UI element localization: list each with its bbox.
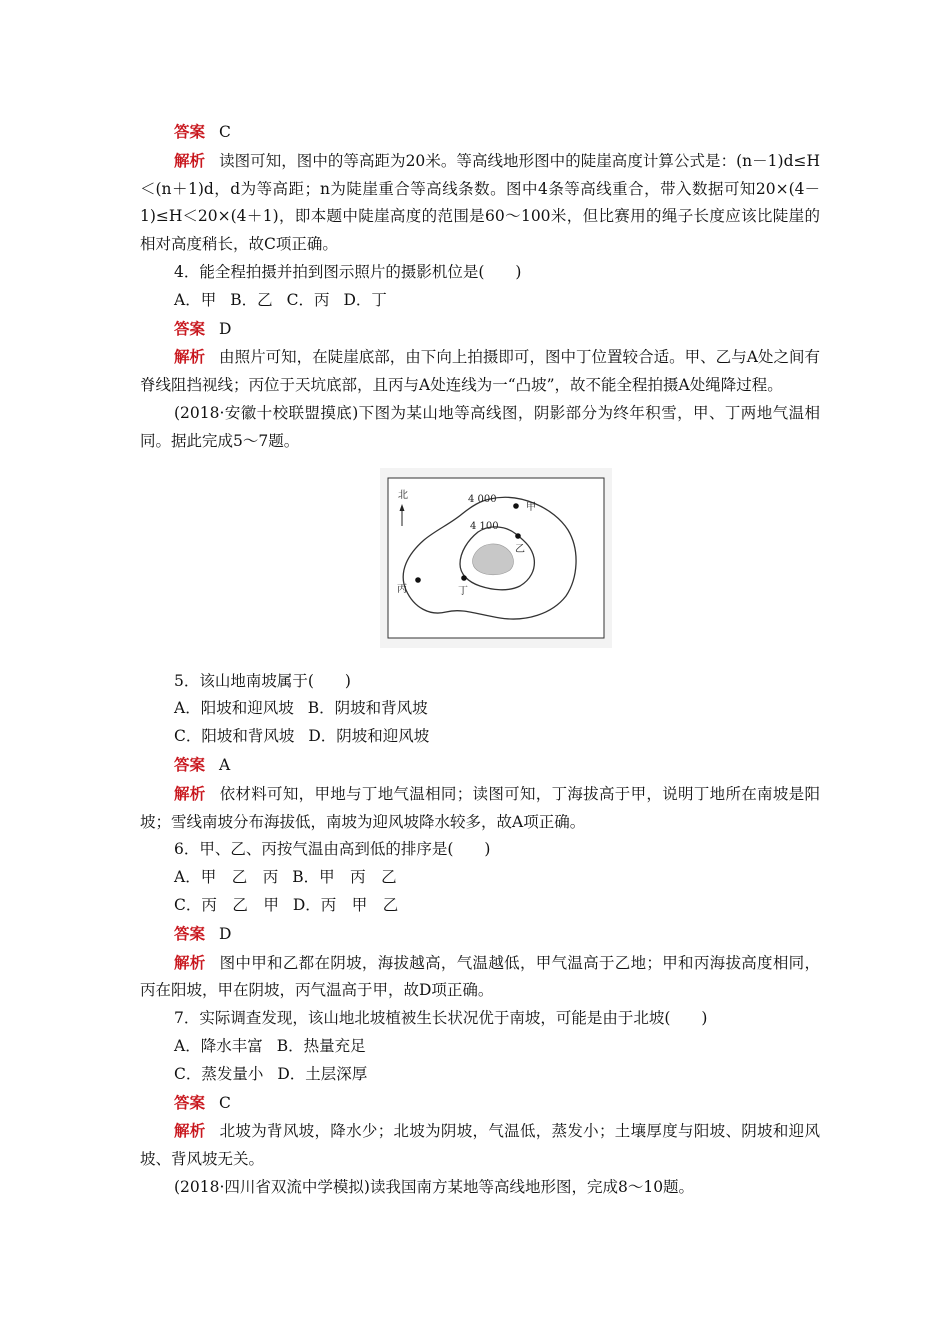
q3-answer (140, 118, 820, 147)
point-jia-dot (513, 503, 519, 509)
analysis-text: 北坡为背风坡，降水少；北坡为阴坡，气温低，蒸发小；土壤厚度与阳坡、阴坡和迎风坡、背风坡无关。 (140, 1122, 820, 1169)
option-a: A．甲 乙 丙 (174, 868, 279, 887)
point-bing-dot (415, 577, 421, 583)
answer-label: 答案 (174, 923, 206, 943)
q7-options-row2 (140, 1061, 820, 1089)
point-yi-label: 乙 (515, 543, 525, 555)
analysis-text: 读图可知，图中的等高距为20米。等高线地形图中的陡崖高度计算公式是：(n－1)d≤H＜(n＋1)d，d为等高距；n为陡崖重合等高线条数。图中4条等高线重合，带入数据可知20×(4－1)≤H＜20×(4＋1)，即本题中陡崖高度的范围是60～100米，但比赛用的绳子长度应该比陡崖的相对高度稍长，故C项正确。 (140, 151, 820, 254)
option-d: D．丙 甲 乙 (292, 895, 399, 914)
q4-analysis (140, 343, 820, 400)
intro-5-7: (2018·安徽十校联盟摸底)下图为某山地等高线图，阴影部分为终年积雪，甲、丁两地气温相同。据此完成5～7题。 (140, 403, 820, 450)
option-c: C．蒸发量小 (174, 1064, 264, 1083)
q4-stem: 4．能全程拍摄并拍到图示照片的摄影机位是( ) (174, 262, 522, 281)
option-a: A．降水丰富 (174, 1036, 263, 1055)
option-b: B．乙 (230, 290, 273, 309)
point-jia-label: 甲 (526, 501, 536, 513)
answer-value: A (219, 755, 231, 774)
analysis-text: 由照片可知，在陡崖底部，由下向上拍摄即可，图中丁位置较合适。甲、乙与A处之间有脊线阻挡视线；丙位于天坑底部，且丙与A处连线为一“凸坡”，故不能全程拍摄A处绳降过程。 (140, 348, 820, 395)
option-b: B．阴坡和背风坡 (307, 699, 428, 718)
point-yi-dot (515, 533, 521, 539)
q7-analysis (140, 1117, 820, 1174)
q7-options-row1 (140, 1033, 820, 1061)
q7-answer (140, 1089, 820, 1118)
intro-8-10: (2018·四川省双流中学模拟)读我国南方某地等高线地形图，完成8～10题。 (174, 1177, 695, 1196)
option-a: A．阳坡和迎风坡 (174, 699, 294, 718)
option-c: C．丙 乙 甲 (174, 895, 279, 914)
option-a: A．甲 (174, 290, 217, 309)
option-b: B．热量充足 (276, 1036, 366, 1055)
analysis-label: 解析 (174, 952, 206, 972)
option-c: C．阳坡和背风坡 (174, 727, 295, 746)
q7-stem: 7．实际调查发现，该山地北坡植被生长状况优于南坡，可能是由于北坡( ) (174, 1009, 708, 1028)
contour-4000-label: 4 000 (468, 493, 497, 505)
analysis-label: 解析 (174, 347, 206, 367)
answer-value: C (219, 123, 231, 141)
option-d: D．阴坡和迎风坡 (308, 727, 430, 746)
answer-value: C (219, 1093, 231, 1112)
document-page (140, 118, 820, 1202)
analysis-label: 解析 (174, 783, 206, 803)
q6-options-row1 (140, 864, 820, 892)
q5-analysis (140, 780, 820, 837)
contour-map-figure (140, 462, 820, 658)
point-bing-label: 丙 (397, 583, 407, 595)
q6-answer (140, 920, 820, 949)
q6-analysis (140, 949, 820, 1006)
answer-label: 答案 (174, 318, 206, 338)
answer-label: 答案 (174, 1092, 206, 1112)
q3-analysis (140, 147, 820, 259)
point-ding-label: 丁 (458, 585, 468, 597)
answer-value: D (219, 319, 232, 338)
q4-options (140, 287, 820, 315)
analysis-label: 解析 (174, 150, 206, 170)
answer-label: 答案 (174, 122, 206, 141)
q6-options-row2 (140, 892, 820, 920)
analysis-text: 图中甲和乙都在阴坡，海拔越高，气温越低，甲气温高于乙地；甲和丙海拔高度相同，丙在阳坡，甲在阴坡，丙气温高于甲，故D项正确。 (140, 953, 820, 1000)
answer-label: 答案 (174, 754, 206, 774)
answer-value: D (219, 924, 232, 943)
analysis-label: 解析 (174, 1121, 206, 1141)
analysis-text: 依材料可知，甲地与丁地气温相同；读图可知，丁海拔高于甲，说明丁地所在南坡是阳坡；雪线南坡分布海拔低，南坡为迎风坡降水较多，故A项正确。 (140, 784, 820, 831)
q5-options-row1 (140, 695, 820, 723)
contour-4100-label: 4 100 (470, 520, 499, 532)
option-c: C．丙 (286, 290, 330, 309)
contour-map (380, 468, 612, 648)
option-b: B．甲 丙 乙 (292, 868, 397, 887)
q5-stem: 5．该山地南坡属于( ) (174, 671, 351, 690)
point-ding-dot (461, 575, 467, 581)
q5-options-row2 (140, 723, 820, 751)
q5-answer (140, 751, 820, 780)
q4-answer (140, 315, 820, 344)
q6-stem: 6．甲、乙、丙按气温由高到低的排序是( ) (174, 840, 491, 859)
north-label: 北 (398, 489, 408, 501)
option-d: D．土层深厚 (277, 1064, 368, 1083)
option-d: D．丁 (343, 290, 387, 309)
